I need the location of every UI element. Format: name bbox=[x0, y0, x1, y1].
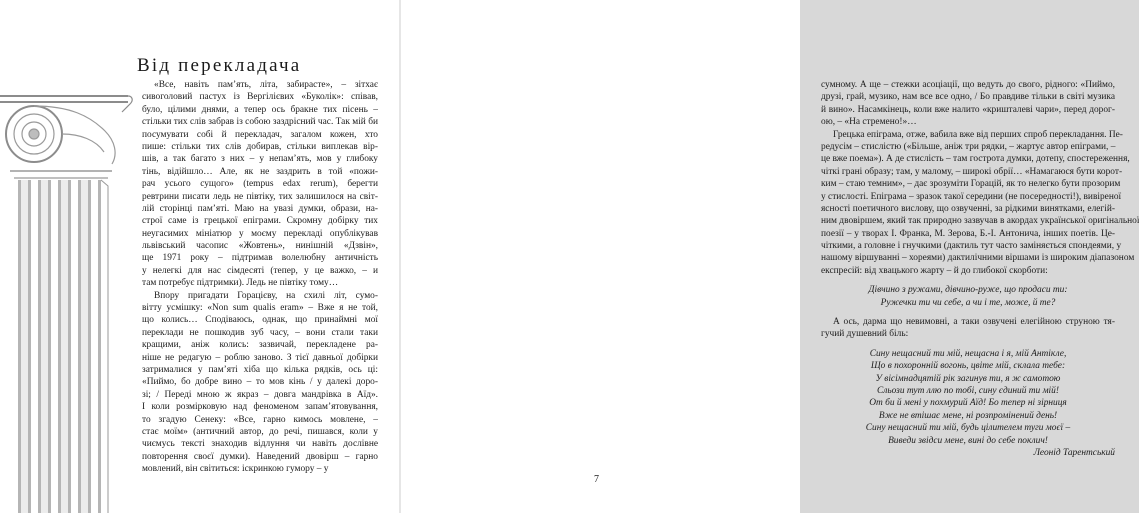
left-text-line: сивоголовий пастух із Вергілієвих «Буколік»: співав, bbox=[142, 92, 378, 103]
right-text-line: Леонід Тарентський bbox=[1033, 447, 1115, 458]
left-text-line: ніше не редагую – роблю заново. З тієї давньої добірки bbox=[142, 352, 378, 363]
right-text-line: Сину нещасний ти мій, нещасна і я, мій Антікле, bbox=[869, 348, 1067, 359]
left-text-line: тінь, відійшло… Але, як не заздрить в той «пожи- bbox=[142, 166, 378, 177]
right-text-line: От би й мені у похмурий Аїд! Бо тепер ні зірниця bbox=[869, 398, 1067, 409]
right-text-line: Що в похоронній вогонь, цвіте мій, склала тебе: bbox=[870, 361, 1066, 372]
left-text-line: зі; / Переді мною ж якраз – довга мандрівка в Аїд». bbox=[142, 389, 378, 400]
right-text-line: А ось, дарма що невимовні, а таки озвучені елегійною струною тя- bbox=[833, 317, 1115, 328]
right-text-line: й вино». Насамкінець, коли вже налито «кришталеві чари», перед дорог- bbox=[821, 104, 1115, 115]
left-text-line: кращими, аніж колись: зазвичай, перекладене ра- bbox=[142, 340, 378, 351]
right-page-body-text bbox=[821, 79, 1139, 459]
left-text-line: повторення своєї думки). Наведений двовірш – гарно bbox=[142, 451, 378, 462]
left-text-line: рач усього сущого» (tempus edax rerum), берегти bbox=[142, 179, 378, 190]
left-text-line: стільки тих слів забрав із собою заздрісний час. Так мій би bbox=[142, 117, 378, 128]
right-page bbox=[401, 0, 1139, 513]
left-text-line: у нелегкі для нас сімдесяті (тепер, у це важко, – и bbox=[142, 265, 378, 276]
left-text-line: шів, а так багато з них – у непам’ять, мов у глибоку bbox=[142, 154, 378, 165]
right-text-line: ним двовіршем, який так природно зазвучав в акордах української оригінальної bbox=[821, 216, 1139, 227]
stanza-gap bbox=[821, 309, 1115, 316]
right-text-line: гучий душевний біль: bbox=[821, 329, 909, 340]
left-text-line: львівський часопис «Жовтень», нинішній «Дзвін», bbox=[142, 241, 378, 252]
left-text-line: що колись… Сподіваюсь, однак, що принаймні мої bbox=[142, 315, 378, 326]
left-text-line: Впору пригадати Горацієву, на схилі літ, сумо- bbox=[154, 290, 378, 301]
left-text-line: мовлений, він світиться: іскринкою гумору – у bbox=[142, 464, 329, 475]
left-text-line: ще 1971 року – підтримав волелюбну античність bbox=[142, 253, 378, 264]
right-text-line: чіткі грані образу; там, у малому, – широкі обрії… «Намагаюся бути корот- bbox=[821, 166, 1123, 177]
right-text-line: сумному. А ще – стежки асоціації, що ведуть до свого, рідного: «Пиймо, bbox=[821, 80, 1115, 90]
right-text-line: Виведи звідси мене, вині до себе поклич! bbox=[888, 435, 1048, 446]
left-text-line: «Пиймо, бо добре вино – то мов кінь / у далекі доро- bbox=[142, 377, 378, 388]
right-text-line: нашому віршуванні – хореями) дактилічними віршами із широким діапазоном bbox=[821, 253, 1135, 264]
left-text-line: було, цілими днями, а тепер ось бракне тих пісень – bbox=[142, 104, 378, 115]
right-text-line: ким – стаю темним», – дає зрозуміти Горацій, як то нелегко бути прозорим bbox=[821, 179, 1121, 190]
left-text-line: переклади не пошкодив зуб часу, – вони стали таки bbox=[142, 327, 378, 338]
left-text-line: посумувати собі й перекладач, загалом кожен, хто bbox=[142, 129, 378, 140]
left-text-line: чиємусь тексті знаходив відлуння чи навіть дослівне bbox=[142, 439, 378, 450]
right-text-line: редусім – стислістю («Більше, аніж три рядки, – жартує автор епіграми, – bbox=[821, 141, 1116, 152]
right-text-line: друзі, грай, музико, нам все все одно, / Бо правдиве тільки в світі музика bbox=[821, 92, 1115, 103]
right-text-line: ясності поетичного вислову, що озвученні, за рідкими винятками, елегій- bbox=[821, 203, 1115, 214]
chapter-title: Від перекладача bbox=[137, 55, 302, 76]
left-text-line: затрималися у пам’яті хіба що кілька рядків, ось ці: bbox=[142, 364, 378, 375]
right-text-line: У вісімнадцятій рік загинув ти, я ж самотою bbox=[875, 373, 1061, 384]
ionic-column-illustration bbox=[0, 76, 135, 513]
right-text-line: експресій: від хвацького жарту – й до глибокої скорботи: bbox=[821, 265, 1048, 276]
right-text-line: Сину нещасний ти мій, будь цілителем туги моєї – bbox=[865, 423, 1071, 434]
left-text-line: то згадую Сенеку: «Все, гарно кимось мовлене, – bbox=[142, 414, 378, 425]
stanza-gap bbox=[821, 277, 1115, 284]
stanza-gap bbox=[821, 341, 1115, 348]
left-text-line: там потребує підтримки). Ледь не півтіку тому… bbox=[142, 278, 339, 289]
left-page-body-text bbox=[142, 79, 378, 476]
left-text-line: ревтрини писати ледь не півтіку, тих залишилося на світ- bbox=[142, 191, 378, 202]
right-text-line: Сльози тут ллю по тобі, сину єдиний ти мій! bbox=[877, 385, 1059, 396]
right-text-line: це вже поема»). А де стислість – там гострота думки, дотепу, спостереження, bbox=[821, 154, 1130, 165]
left-text-line: неугасимих мініатюр у моєму перекладі опублікував bbox=[142, 228, 378, 239]
left-page bbox=[0, 0, 399, 513]
right-text-line: Вже не втішає мене, ні розпромінений день! bbox=[878, 410, 1058, 421]
right-text-line: ою, – «На стремено!»… bbox=[821, 117, 917, 128]
right-text-line: Грецька епіграма, отже, вабила вже від перших спроб перекладання. Пе- bbox=[833, 129, 1123, 140]
right-text-line: у стислості. Епіграма – зразок такої середини (не посередності!), вивіреної bbox=[821, 191, 1122, 202]
right-text-line: чіткими, а головне і гнучкими (дактиль тут часто заміняється спондеями, у bbox=[821, 241, 1122, 252]
left-text-line: вітту усмішку: «Non sum qualis eram» – Вже я не той, bbox=[142, 303, 378, 314]
right-text-line: Дівчино з ружами, дівчино-руже, що продаси ти: bbox=[868, 285, 1068, 296]
left-text-line: «Все, навіть пам’ять, літа, забирасте», – зітхає bbox=[154, 80, 378, 90]
right-text-line: поезії – у творах І. Франка, М. Зерова, Б.-І. Антонича, інших поетів. Це- bbox=[821, 228, 1115, 239]
left-text-line: стає моїм» (античний автор, до речі, пишався, коли у bbox=[142, 426, 378, 437]
left-text-line: строї саме із грецької епіграми. Скромну добірку тих bbox=[142, 216, 378, 227]
left-text-line: лій сторінці пам’яті. Маю на увазі думки, образи, на- bbox=[142, 203, 378, 214]
page-number: 7 bbox=[594, 474, 599, 485]
right-text-line: Ружечки ти чи себе, а чи і те, може, й те? bbox=[880, 297, 1056, 308]
left-text-line: І коли розмірковую над феноменом запам’ятовування, bbox=[142, 402, 378, 413]
left-text-line: пише: стільки тих слів добирав, стільки виплекав вір- bbox=[142, 141, 378, 152]
